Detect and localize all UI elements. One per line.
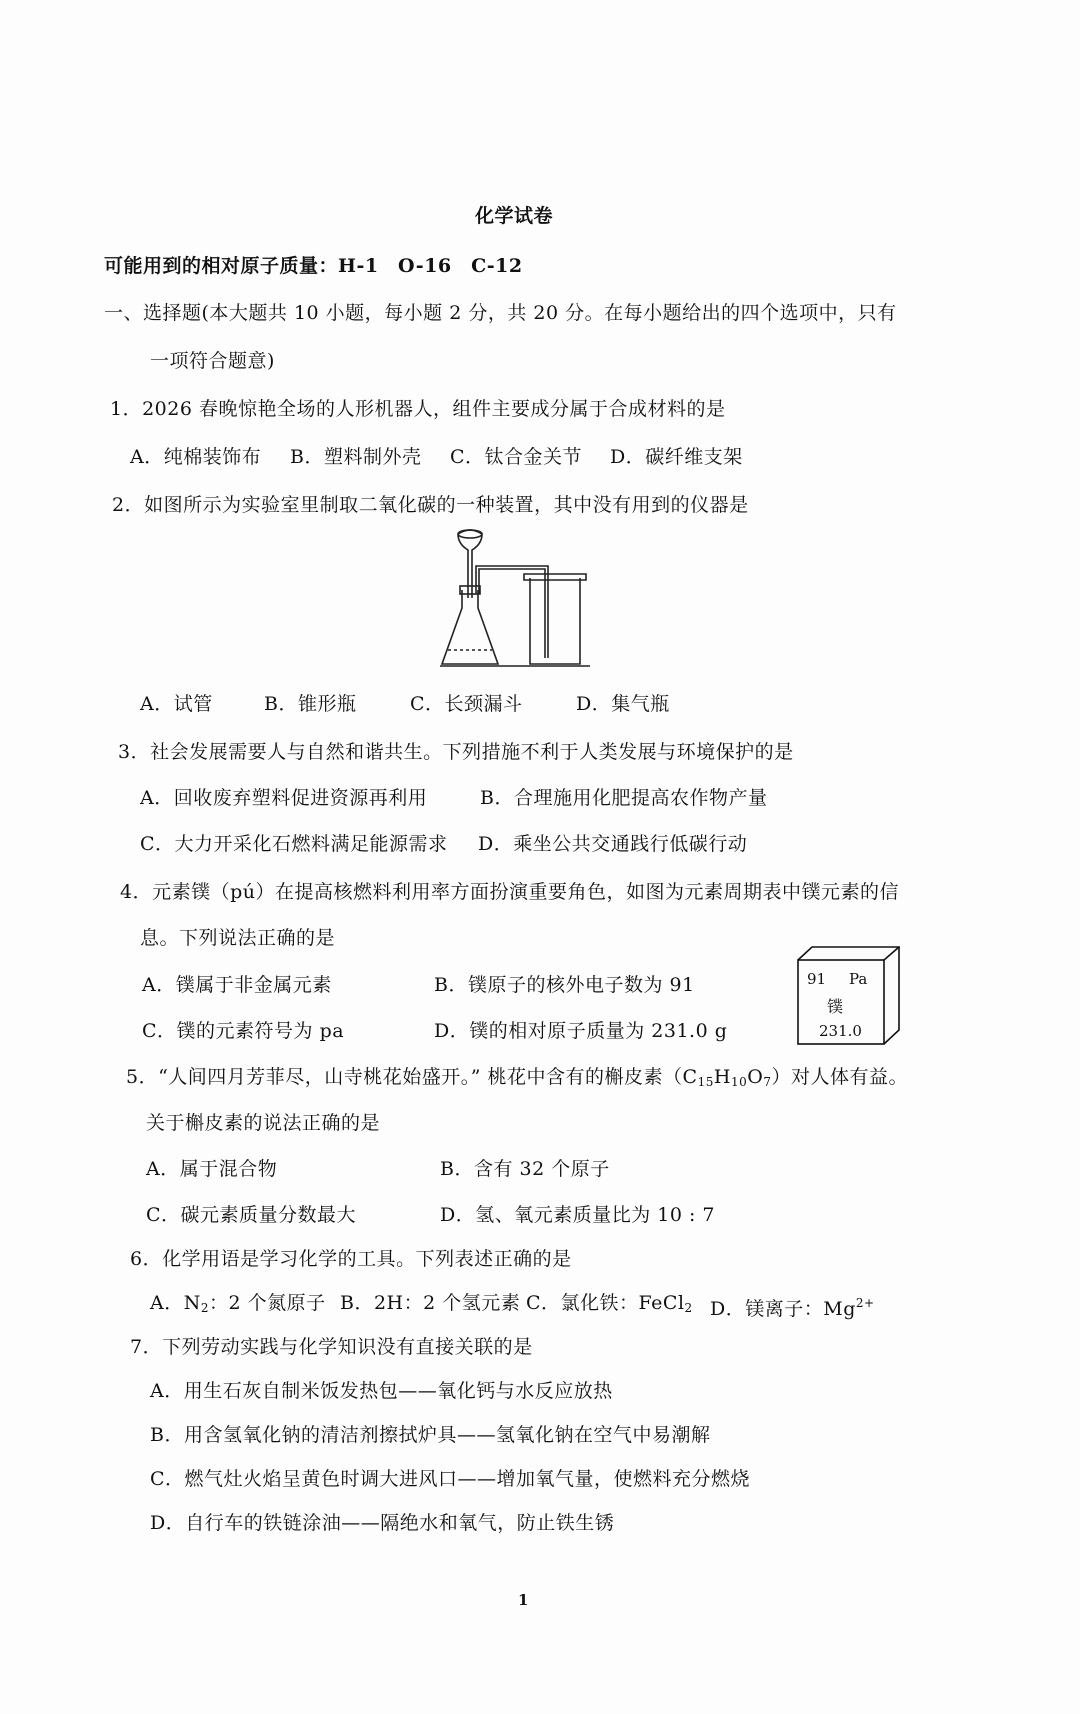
q5-option-b[interactable]: B．含有 32 个原子 bbox=[440, 1158, 610, 1180]
q6-d-text: D．镁离子：Mg bbox=[710, 1298, 856, 1320]
q4-stem-line1: 4．元素镤（pú）在提高核燃料利用率方面扮演重要角色，如图为元素周期表中镤元素的信 bbox=[120, 881, 899, 903]
q3-option-b[interactable]: B．合理施用化肥提高农作物产量 bbox=[480, 787, 768, 809]
atomic-masses: 可能用到的相对原子质量：H-1 O-16 C-12 bbox=[104, 255, 523, 277]
q5-options-row1 bbox=[146, 1156, 846, 1182]
q5-stem-line1 bbox=[126, 1064, 908, 1095]
q5-option-c[interactable]: C．碳元素质量分数最大 bbox=[146, 1204, 357, 1226]
q7-option-a[interactable]: A．用生石灰自制米饭发热包——氧化钙与水反应放热 bbox=[150, 1380, 613, 1402]
q1-option-a[interactable]: A．纯棉装饰布 bbox=[130, 446, 262, 468]
q4-option-a[interactable]: A．镤属于非金属元素 bbox=[142, 974, 332, 996]
q6-options bbox=[150, 1290, 930, 1320]
element-symbol: Pa bbox=[849, 970, 868, 988]
q5-option-d[interactable]: D．氢、氧元素质量比为 10 : 7 bbox=[440, 1204, 716, 1226]
q6-option-d[interactable] bbox=[710, 1290, 875, 1322]
q3-options-row2 bbox=[140, 831, 940, 857]
q2-option-c[interactable]: C．长颈漏斗 bbox=[410, 693, 523, 715]
q3-option-c[interactable]: C．大力开采化石燃料满足能源需求 bbox=[140, 833, 448, 855]
q6-stem: 6．化学用语是学习化学的工具。下列表述正确的是 bbox=[130, 1248, 572, 1270]
q6-a-sub: 2 bbox=[200, 1301, 209, 1315]
page-number: 1 bbox=[518, 1591, 529, 1609]
section-heading-line2: 一项符合题意) bbox=[150, 350, 275, 372]
q4-option-c[interactable]: C．镤的元素符号为 pa bbox=[142, 1020, 345, 1042]
q5-sub-o: 7 bbox=[763, 1075, 772, 1089]
q3-option-a[interactable]: A．回收废弃塑料促进资源再利用 bbox=[140, 787, 428, 809]
q5-option-a[interactable]: A．属于混合物 bbox=[146, 1158, 278, 1180]
q2-stem: 2．如图所示为实验室里制取二氧化碳的一种装置，其中没有用到的仪器是 bbox=[112, 494, 749, 516]
q7-option-b[interactable]: B．用含氢氧化钠的清洁剂擦拭炉具——氢氧化钠在空气中易潮解 bbox=[150, 1424, 711, 1446]
q5-sub-c: 15 bbox=[697, 1075, 714, 1089]
q3-option-d[interactable]: D．乘坐公共交通践行低碳行动 bbox=[478, 833, 748, 855]
q5-h: H bbox=[713, 1066, 731, 1088]
q4-options-row2 bbox=[142, 1018, 762, 1044]
q2-option-b[interactable]: B．锥形瓶 bbox=[264, 693, 357, 715]
element-name: 镤 bbox=[827, 997, 844, 1016]
q5-options-row2 bbox=[146, 1202, 846, 1228]
q3-options-row1 bbox=[140, 785, 940, 811]
q5-o: O bbox=[747, 1066, 764, 1088]
q4-stem-line2: 息。下列说法正确的是 bbox=[140, 927, 336, 949]
section-heading-line1: 一、选择题(本大题共 10 小题，每小题 2 分，共 20 分。在每小题给出的四个选项中，只有 bbox=[104, 302, 897, 324]
element-number: 91 bbox=[807, 970, 827, 988]
q5-sub-h: 10 bbox=[730, 1075, 748, 1089]
q5-stem-line2: 关于槲皮素的说法正确的是 bbox=[146, 1112, 381, 1134]
q6-c-sub: 2 bbox=[684, 1301, 693, 1315]
q6-a-text: A．N bbox=[150, 1292, 201, 1314]
q7-stem: 7．下列劳动实践与化学知识没有直接关联的是 bbox=[130, 1336, 533, 1358]
q1-option-b[interactable]: B．塑料制外壳 bbox=[290, 446, 422, 468]
periodic-element-card bbox=[797, 946, 900, 1046]
q4-option-b[interactable]: B．镤原子的核外电子数为 91 bbox=[434, 974, 695, 996]
q4-options-row1 bbox=[142, 972, 762, 998]
q7-option-c[interactable]: C．燃气灶火焰呈黄色时调大进风口——增加氧气量，使燃料充分燃烧 bbox=[150, 1468, 751, 1490]
q1-stem: 1．2026 春晚惊艳全场的人形机器人，组件主要成分属于合成材料的是 bbox=[110, 398, 726, 420]
q2-option-a[interactable]: A．试管 bbox=[140, 693, 213, 715]
q6-c-text: C．氯化铁：FeCl bbox=[526, 1292, 685, 1314]
q2-option-d[interactable]: D．集气瓶 bbox=[576, 693, 670, 715]
page-title: 化学试卷 bbox=[475, 205, 554, 227]
q6-option-a[interactable] bbox=[150, 1290, 326, 1321]
q1-option-d[interactable]: D．碳纤维支架 bbox=[610, 446, 743, 468]
q5-stem-text: 5．“人间四月芳菲尽，山寺桃花始盛开。” 桃花中含有的槲皮素（C bbox=[126, 1066, 698, 1088]
element-mass: 231.0 bbox=[819, 1022, 862, 1040]
q6-option-b[interactable]: B．2H：2 个氢元素 bbox=[340, 1292, 521, 1314]
q6-option-c[interactable] bbox=[526, 1290, 693, 1321]
co2-apparatus-figure bbox=[440, 528, 620, 682]
q6-d-sup: 2+ bbox=[855, 1296, 875, 1310]
q6-a-tail: ：2 个氮原子 bbox=[209, 1292, 326, 1314]
q4-option-d[interactable]: D．镤的相对原子质量为 231.0 g bbox=[434, 1020, 728, 1042]
q1-option-c[interactable]: C．钛合金关节 bbox=[450, 446, 583, 468]
q7-option-d[interactable]: D．自行车的铁链涂油——隔绝水和氧气，防止铁生锈 bbox=[150, 1512, 615, 1534]
q5-stem-tail: ）对人体有益。 bbox=[771, 1066, 908, 1088]
q3-stem: 3．社会发展需要人与自然和谐共生。下列措施不利于人类发展与环境保护的是 bbox=[118, 741, 794, 763]
